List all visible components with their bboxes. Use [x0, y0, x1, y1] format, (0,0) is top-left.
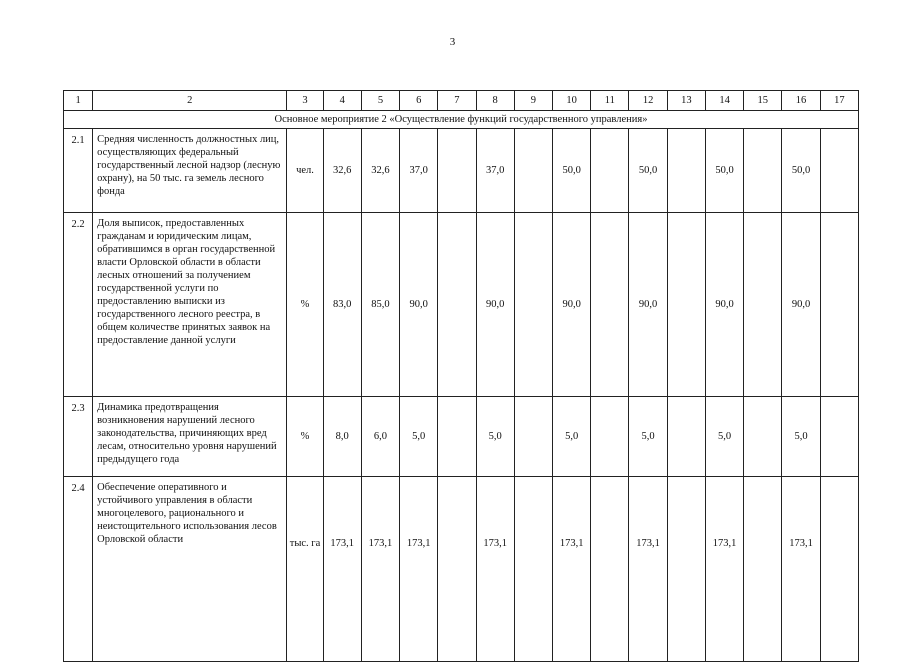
value-cell [438, 213, 476, 397]
value-cell: 90,0 [782, 213, 820, 397]
value-cell: 37,0 [476, 129, 514, 213]
value-cell [744, 397, 782, 477]
value-cell [514, 129, 552, 213]
value-cell: 50,0 [553, 129, 591, 213]
value-cell [438, 129, 476, 213]
column-header: 2 [93, 91, 287, 111]
value-cell [438, 397, 476, 477]
value-cell [820, 397, 858, 477]
column-header: 6 [400, 91, 438, 111]
value-cell: 90,0 [629, 213, 667, 397]
column-header: 1 [64, 91, 93, 111]
column-header: 11 [591, 91, 629, 111]
value-cell: 5,0 [705, 397, 743, 477]
value-cell: 5,0 [553, 397, 591, 477]
value-cell: 173,1 [400, 477, 438, 662]
value-cell: 173,1 [629, 477, 667, 662]
value-cell: 173,1 [361, 477, 399, 662]
value-cell: 8,0 [323, 397, 361, 477]
value-cell [667, 129, 705, 213]
value-cell [820, 477, 858, 662]
value-cell: 83,0 [323, 213, 361, 397]
value-cell: 32,6 [323, 129, 361, 213]
value-cell [667, 477, 705, 662]
column-header: 14 [705, 91, 743, 111]
value-cell [514, 477, 552, 662]
value-cell [667, 213, 705, 397]
value-cell: 90,0 [705, 213, 743, 397]
page-number: 3 [449, 36, 456, 48]
row-number: 2.1 [64, 129, 93, 213]
indicator-name: Обеспечение оперативного и устойчивого управления в области многоцелевого, рационального и неистощительного использования лесов Орловской области [93, 477, 287, 662]
column-header: 8 [476, 91, 514, 111]
unit-cell: тыс. га [287, 477, 323, 662]
value-cell: 173,1 [323, 477, 361, 662]
column-header: 9 [514, 91, 552, 111]
column-header: 15 [744, 91, 782, 111]
value-cell [667, 397, 705, 477]
value-cell: 85,0 [361, 213, 399, 397]
column-header: 5 [361, 91, 399, 111]
unit-cell: % [287, 397, 323, 477]
row-number: 2.4 [64, 477, 93, 662]
value-cell: 90,0 [476, 213, 514, 397]
indicators-table [63, 90, 859, 662]
value-cell [591, 477, 629, 662]
table-row [64, 397, 859, 477]
value-cell: 90,0 [553, 213, 591, 397]
value-cell: 173,1 [705, 477, 743, 662]
column-header: 16 [782, 91, 820, 111]
table-row [64, 213, 859, 397]
value-cell: 37,0 [400, 129, 438, 213]
row-number: 2.3 [64, 397, 93, 477]
value-cell [438, 477, 476, 662]
column-header: 13 [667, 91, 705, 111]
value-cell [591, 213, 629, 397]
value-cell [514, 213, 552, 397]
value-cell [744, 213, 782, 397]
value-cell: 5,0 [476, 397, 514, 477]
value-cell [591, 397, 629, 477]
value-cell: 50,0 [705, 129, 743, 213]
section-title: Основное мероприятие 2 «Осуществление функций государственного управления» [64, 111, 859, 129]
value-cell: 5,0 [782, 397, 820, 477]
value-cell [591, 129, 629, 213]
table-row [64, 129, 859, 213]
value-cell: 5,0 [629, 397, 667, 477]
value-cell [820, 129, 858, 213]
value-cell: 173,1 [553, 477, 591, 662]
value-cell: 5,0 [400, 397, 438, 477]
unit-cell: чел. [287, 129, 323, 213]
column-header: 10 [553, 91, 591, 111]
value-cell [744, 477, 782, 662]
value-cell [514, 397, 552, 477]
indicator-name: Доля выписок, предоставленных гражданам и юридическим лицам, обратившимся в орган государственной власти Орловской области в области лесных отношений за получением государственной услуги по предоставлению выписки из государственного лесного реестра, в общем количестве принятых заявок на предоставление данной услуги [93, 213, 287, 397]
table-row [64, 477, 859, 662]
column-header: 12 [629, 91, 667, 111]
header-row [64, 91, 859, 111]
value-cell: 32,6 [361, 129, 399, 213]
value-cell: 50,0 [629, 129, 667, 213]
unit-cell: % [287, 213, 323, 397]
indicator-name: Динамика предотвращения возникновения нарушений лесного законодательства, причиняющих вред лесам, относительно уровня нарушений предыдущего года [93, 397, 287, 477]
row-number: 2.2 [64, 213, 93, 397]
indicator-name: Средняя численность должностных лиц, осуществляющих федеральный государственный лесной надзор (лесную охрану), на 50 тыс. га земель лесного фонда [93, 129, 287, 213]
column-header: 7 [438, 91, 476, 111]
column-header: 17 [820, 91, 858, 111]
value-cell: 50,0 [782, 129, 820, 213]
column-header: 3 [287, 91, 323, 111]
column-header: 4 [323, 91, 361, 111]
value-cell: 173,1 [476, 477, 514, 662]
value-cell: 6,0 [361, 397, 399, 477]
value-cell [820, 213, 858, 397]
section-row [64, 111, 859, 129]
value-cell: 173,1 [782, 477, 820, 662]
value-cell: 90,0 [400, 213, 438, 397]
value-cell [744, 129, 782, 213]
